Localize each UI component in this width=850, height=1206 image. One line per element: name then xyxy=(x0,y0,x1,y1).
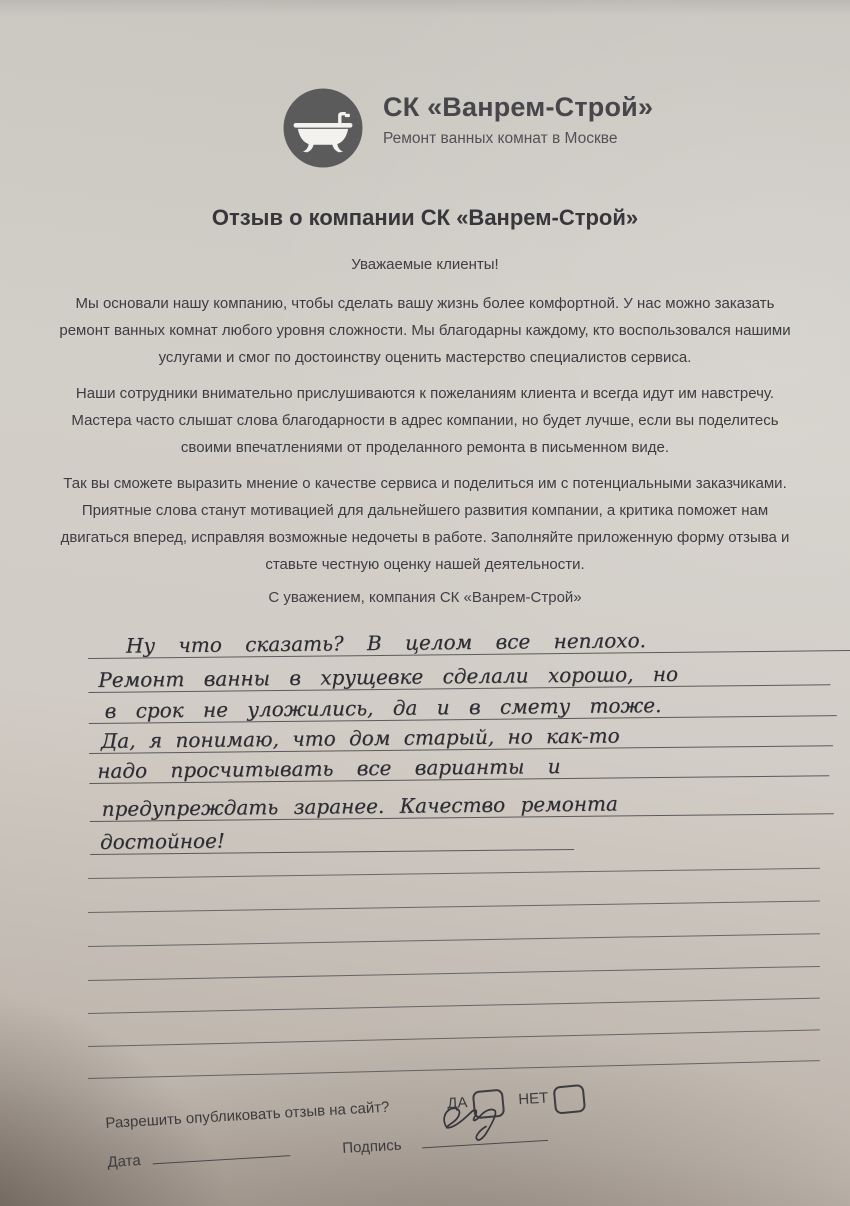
salutation: Уважаемые клиенты! xyxy=(351,256,499,273)
company-name: СК «Ванрем-Строй» xyxy=(383,92,654,122)
handwritten-line: надо просчитывать все варианты и xyxy=(89,742,829,784)
company-tagline: Ремонт ванных комнат в Москве xyxy=(383,130,618,147)
closing-line: С уважением, компания СК «Ванрем-Строй» xyxy=(268,589,582,606)
intro-paragraph-3: Так вы сможете выразить мнение о качестве сервиса и поделиться им с потенциальными заказчиками. Приятные слова станут мотивацией для дальнейшего развития компании, а критика поможет нам двигаться вперед, исправляя возможные недочеты в работе. Заполняйте приложенную форму отзыва и ставьте честную оценку нашей деятельности. xyxy=(60,475,790,573)
page-title: Отзыв о компании СК «Ванрем-Строй» xyxy=(211,205,639,230)
intro-paragraph-2: Наши сотрудники внимательно прислушиваются к пожеланиям клиента и всегда идут им навстречу. Мастера часто слышат слова благодарности в адрес компании, но будет лучше, если вы поделитесь своими впечатлениями от проделанного ремонта в письменном виде. xyxy=(71,385,779,456)
publish-question-label: Разрешить опубликовать отзыв на сайт? xyxy=(105,1098,390,1132)
handwritten-line: Да, я понимаю, что дом старый, но как-то xyxy=(89,712,833,754)
handwritten-line: достойное! xyxy=(90,815,574,855)
handwritten-line: в срок не уложились, да и в смету тоже. xyxy=(88,682,836,724)
handwritten-line: Ну что сказать? В целом все неплохо. xyxy=(88,614,850,659)
signature-label: Подпись xyxy=(341,1136,403,1158)
date-label: Дата xyxy=(106,1152,142,1171)
publish-option-no xyxy=(517,1072,585,1108)
no-checkbox[interactable] xyxy=(552,1084,585,1115)
handwritten-line: предупреждать заранее. Качество ремонта xyxy=(89,778,833,822)
signature-scribble xyxy=(429,1097,512,1150)
intro-paragraph-1: Мы основали нашу компанию, чтобы сделать вашу жизнь более комфортной. У нас можно заказать ремонт ванных комнат любого уровня сложности. Мы благодарны каждому, кто воспользовался нашими услугами и смог по достоинству оценить мастерство специалистов сервиса. xyxy=(59,295,791,366)
no-label: НЕТ xyxy=(517,1089,549,1109)
yes-label: ДА xyxy=(446,1094,468,1113)
signature-field[interactable] xyxy=(421,1122,548,1148)
handwritten-line: Ремонт ванны в хрущевке сделали хорошо, но xyxy=(88,649,830,693)
